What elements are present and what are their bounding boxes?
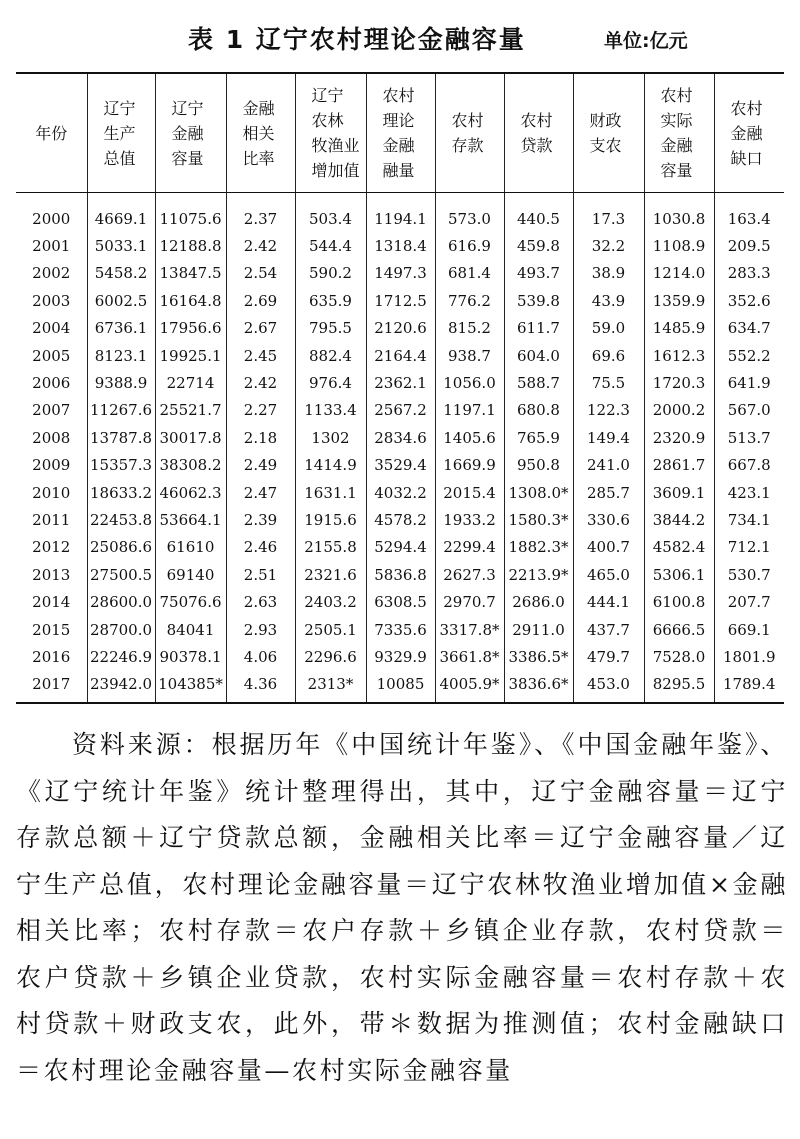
table-cell: 938.7 [435, 342, 504, 369]
table-cell: 3609.1 [644, 479, 714, 506]
table-cell: 2.37 [226, 193, 295, 233]
table-cell: 734.1 [714, 506, 784, 533]
table-cell: 2834.6 [366, 424, 435, 451]
table-row [16, 671, 784, 703]
table-cell: 6002.5 [87, 287, 155, 314]
column-header [226, 73, 295, 193]
table-cell: 400.7 [573, 534, 644, 561]
table-row [16, 616, 784, 643]
table-cell: 13847.5 [155, 260, 226, 287]
table-cell: 32.2 [573, 232, 644, 259]
table-cell: 3529.4 [366, 452, 435, 479]
table-cell: 465.0 [573, 561, 644, 588]
column-header-line: 理论 [382, 111, 415, 130]
table-cell: 4582.4 [644, 534, 714, 561]
table-cell: 3386.5* [504, 643, 573, 670]
table-cell: 2.46 [226, 534, 295, 561]
column-header-line: 实际 [660, 111, 693, 130]
column-header-line: 金融 [171, 123, 204, 143]
year-cell: 2013 [32, 565, 71, 584]
table-cell: 1882.3* [504, 534, 573, 561]
column-header-line: 辽宁 [103, 98, 136, 118]
table-cell: 513.7 [714, 424, 784, 451]
column-header-line: 辽宁 [311, 86, 344, 105]
year-cell: 2002 [32, 264, 71, 283]
table-cell: 2.69 [226, 287, 295, 314]
table-cell: 815.2 [435, 315, 504, 342]
table-cell: 588.7 [504, 369, 573, 396]
table-row [16, 287, 784, 314]
table-cell: 19925.1 [155, 342, 226, 369]
column-header [435, 73, 504, 193]
table-cell: 9388.9 [87, 369, 155, 396]
table-cell: 1712.5 [366, 287, 435, 314]
column-header-line: 农村 [520, 111, 553, 130]
table-cell: 2.18 [226, 424, 295, 451]
column-header-line: 农村 [382, 86, 415, 105]
year-cell: 2001 [32, 237, 71, 256]
table-cell: 616.9 [435, 232, 504, 259]
column-header-line: 相关 [242, 123, 275, 143]
column-header-line: 金融 [242, 98, 275, 118]
table-cell: 681.4 [435, 260, 504, 287]
table-cell: 882.4 [295, 342, 366, 369]
table-cell: 241.0 [573, 452, 644, 479]
column-header-line: 容量 [171, 148, 204, 168]
table-cell: 11075.6 [155, 193, 226, 233]
table-cell: 5306.1 [644, 561, 714, 588]
table-cell: 209.5 [714, 232, 784, 259]
table-cell: 667.8 [714, 452, 784, 479]
table-unit: 单位:亿元 [604, 30, 688, 52]
table-cell: 16164.8 [155, 287, 226, 314]
table-cell: 1485.9 [644, 315, 714, 342]
table-cell: 459.8 [504, 232, 573, 259]
table-cell: 13787.8 [87, 424, 155, 451]
table-cell: 4669.1 [87, 193, 155, 233]
table-cell: 38.9 [573, 260, 644, 287]
column-header [155, 73, 226, 193]
table-cell: 4032.2 [366, 479, 435, 506]
year-cell: 2014 [32, 593, 71, 612]
column-header-line: 财政 [589, 111, 622, 130]
table-cell: 4578.2 [366, 506, 435, 533]
table-body [16, 193, 784, 704]
table-cell: 2.39 [226, 506, 295, 533]
table-cell: 5458.2 [87, 260, 155, 287]
table-row [16, 342, 784, 369]
table-cell: 122.3 [573, 397, 644, 424]
table-cell: 22246.9 [87, 643, 155, 670]
table-cell: 12188.8 [155, 232, 226, 259]
table-cell: 1414.9 [295, 452, 366, 479]
table-cell: 61610 [155, 534, 226, 561]
table-cell: 712.1 [714, 534, 784, 561]
table-cell: 503.4 [295, 193, 366, 233]
column-header-line: 增加值 [311, 161, 360, 180]
table-cell: 530.7 [714, 561, 784, 588]
table-cell: 7528.0 [644, 643, 714, 670]
table-cell: 2164.4 [366, 342, 435, 369]
table-cell: 1933.2 [435, 506, 504, 533]
table-cell: 1720.3 [644, 369, 714, 396]
table-cell: 3661.8* [435, 643, 504, 670]
table-cell: 18633.2 [87, 479, 155, 506]
table-cell: 680.8 [504, 397, 573, 424]
table-cell: 1056.0 [435, 369, 504, 396]
table-cell: 6666.5 [644, 616, 714, 643]
table-cell: 17956.6 [155, 315, 226, 342]
table-cell: 1359.9 [644, 287, 714, 314]
table-cell: 8295.5 [644, 671, 714, 703]
table-cell: 1631.1 [295, 479, 366, 506]
column-header [573, 73, 644, 193]
table-cell: 1302 [295, 424, 366, 451]
year-cell: 2017 [16, 671, 87, 703]
table-cell: 9329.9 [366, 643, 435, 670]
table-cell: 1133.4 [295, 397, 366, 424]
table-cell: 3844.2 [644, 506, 714, 533]
table-cell: 1580.3* [504, 506, 573, 533]
table-cell: 4005.9* [435, 671, 504, 703]
table-row [16, 397, 784, 424]
table-row [16, 315, 784, 342]
table-cell: 7335.6 [366, 616, 435, 643]
table-cell: 2000.2 [644, 397, 714, 424]
table-cell: 69.6 [573, 342, 644, 369]
table-cell: 1497.3 [366, 260, 435, 287]
table-cell: 6736.1 [87, 315, 155, 342]
table-cell: 163.4 [714, 193, 784, 233]
table-cell: 104385* [155, 671, 226, 703]
table-cell: 27500.5 [87, 561, 155, 588]
column-header [16, 73, 87, 193]
column-header-line: 支农 [589, 136, 622, 155]
column-header-line: 生产 [103, 123, 136, 143]
table-cell: 28600.0 [87, 588, 155, 615]
table-cell: 1318.4 [366, 232, 435, 259]
table-cell: 669.1 [714, 616, 784, 643]
table-cell: 1108.9 [644, 232, 714, 259]
table-cell: 2403.2 [295, 588, 366, 615]
table-cell: 950.8 [504, 452, 573, 479]
source-note: 资料来源：根据历年《中国统计年鉴》、《中国金融年鉴》、《辽宁统计年鉴》统计整理得出，其中，辽宁金融容量＝辽宁存款总额＋辽宁贷款总额，金融相关比率＝辽宁金融容量／辽宁生产总值，农村理论金融容量＝辽宁农林牧渔业增加值×金融相关比率；农村存款＝农户存款＋乡镇企业存款，农村贷款＝农户贷款＋乡镇企业贷款，农村实际金融容量＝农村存款＋农村贷款＋财政支农，此外，带＊数据为推测值；农村金融缺口＝农村理论金融容量—农村实际金融容量 [16, 730, 788, 1085]
column-header [366, 73, 435, 193]
table-cell: 641.9 [714, 369, 784, 396]
table-cell: 2627.3 [435, 561, 504, 588]
column-header-line: 农村 [451, 111, 484, 130]
table-cell: 2313* [295, 671, 366, 703]
column-header [87, 73, 155, 193]
table-cell: 283.3 [714, 260, 784, 287]
table-cell: 1214.0 [644, 260, 714, 287]
table-cell: 765.9 [504, 424, 573, 451]
table-cell: 2213.9* [504, 561, 573, 588]
table-cell: 1405.6 [435, 424, 504, 451]
table-cell: 776.2 [435, 287, 504, 314]
table-cell: 2.27 [226, 397, 295, 424]
table-row [16, 561, 784, 588]
table-cell: 23942.0 [87, 671, 155, 703]
table-cell: 479.7 [573, 643, 644, 670]
table-cell: 795.5 [295, 315, 366, 342]
table-cell: 17.3 [573, 193, 644, 233]
financial-capacity-table [16, 72, 784, 704]
table-cell: 493.7 [504, 260, 573, 287]
table-cell: 611.7 [504, 315, 573, 342]
year-cell: 2009 [32, 456, 71, 475]
table-cell: 635.9 [295, 287, 366, 314]
year-cell: 2006 [32, 374, 71, 393]
column-header-line: 贷款 [520, 136, 553, 155]
table-cell: 444.1 [573, 588, 644, 615]
table-row [16, 452, 784, 479]
table-cell: 2.63 [226, 588, 295, 615]
year-cell: 2000 [32, 209, 71, 228]
table-cell: 1789.4 [714, 671, 784, 703]
table-header-row [16, 73, 784, 193]
table-cell: 2120.6 [366, 315, 435, 342]
table-cell: 22714 [155, 369, 226, 396]
table-row [16, 193, 784, 233]
column-header [714, 73, 784, 193]
column-header [295, 73, 366, 193]
table-cell: 573.0 [435, 193, 504, 233]
year-cell: 2005 [32, 346, 71, 365]
table-row [16, 424, 784, 451]
table-cell: 149.4 [573, 424, 644, 451]
table-cell: 544.4 [295, 232, 366, 259]
table-cell: 2015.4 [435, 479, 504, 506]
year-cell: 2016 [32, 647, 71, 666]
table-cell: 2362.1 [366, 369, 435, 396]
table-cell: 84041 [155, 616, 226, 643]
table-cell: 437.7 [573, 616, 644, 643]
table-cell: 10085 [366, 671, 435, 703]
year-cell: 2007 [32, 401, 71, 420]
table-cell: 75076.6 [155, 588, 226, 615]
table-cell: 90378.1 [155, 643, 226, 670]
table-cell: 604.0 [504, 342, 573, 369]
column-header-line: 总值 [103, 148, 136, 168]
table-cell: 423.1 [714, 479, 784, 506]
year-cell: 2012 [32, 538, 71, 557]
year-cell: 2011 [32, 510, 71, 529]
table-cell: 2686.0 [504, 588, 573, 615]
table-cell: 2321.6 [295, 561, 366, 588]
table-cell: 2.47 [226, 479, 295, 506]
table-cell: 1612.3 [644, 342, 714, 369]
table-cell: 1801.9 [714, 643, 784, 670]
table-cell: 2299.4 [435, 534, 504, 561]
table-cell: 330.6 [573, 506, 644, 533]
table-cell: 2320.9 [644, 424, 714, 451]
table-cell: 1669.9 [435, 452, 504, 479]
table-cell: 8123.1 [87, 342, 155, 369]
table-cell: 1308.0* [504, 479, 573, 506]
column-header [644, 73, 714, 193]
table-cell: 207.7 [714, 588, 784, 615]
table-row [16, 534, 784, 561]
table-cell: 2.42 [226, 369, 295, 396]
table-cell: 4.36 [226, 671, 295, 703]
column-header [504, 73, 573, 193]
table-row [16, 232, 784, 259]
year-cell: 2015 [32, 620, 71, 639]
table-cell: 5836.8 [366, 561, 435, 588]
column-header-line: 金融 [730, 123, 763, 143]
table-cell: 46062.3 [155, 479, 226, 506]
table-cell: 15357.3 [87, 452, 155, 479]
column-header-line: 农林 [311, 111, 344, 130]
table-cell: 30017.8 [155, 424, 226, 451]
column-header-line: 农村 [730, 98, 763, 118]
table-cell: 5033.1 [87, 232, 155, 259]
table-cell: 59.0 [573, 315, 644, 342]
table-cell: 38308.2 [155, 452, 226, 479]
year-cell: 2008 [32, 428, 71, 447]
column-header-line: 融量 [382, 161, 415, 180]
table-cell: 2911.0 [504, 616, 573, 643]
column-header-line: 牧渔业 [311, 136, 360, 155]
table-cell: 2155.8 [295, 534, 366, 561]
column-header-line: 容量 [660, 161, 693, 180]
table-row [16, 506, 784, 533]
table-cell: 1030.8 [644, 193, 714, 233]
table-cell: 2861.7 [644, 452, 714, 479]
table-cell: 453.0 [573, 671, 644, 703]
table-cell: 1197.1 [435, 397, 504, 424]
table-cell: 2567.2 [366, 397, 435, 424]
table-row [16, 260, 784, 287]
table-cell: 1194.1 [366, 193, 435, 233]
column-header-line: 缺口 [730, 148, 763, 168]
table-cell: 1915.6 [295, 506, 366, 533]
column-header-line: 金融 [382, 136, 415, 155]
table-cell: 976.4 [295, 369, 366, 396]
table-caption-row [0, 20, 800, 60]
year-cell: 2010 [32, 483, 71, 502]
table-cell: 4.06 [226, 643, 295, 670]
table-row [16, 479, 784, 506]
column-header-line: 比率 [242, 148, 275, 168]
year-cell: 2003 [32, 291, 71, 310]
table-cell: 2.93 [226, 616, 295, 643]
column-header-line: 农村 [660, 86, 693, 105]
table-cell: 2296.6 [295, 643, 366, 670]
column-header-line: 年份 [35, 123, 68, 143]
table-cell: 539.8 [504, 287, 573, 314]
table-cell: 567.0 [714, 397, 784, 424]
table-row [16, 369, 784, 396]
table-cell: 2.42 [226, 232, 295, 259]
table-cell: 6308.5 [366, 588, 435, 615]
table-cell: 75.5 [573, 369, 644, 396]
column-header-line: 存款 [451, 136, 484, 155]
table-cell: 25521.7 [155, 397, 226, 424]
table-cell: 43.9 [573, 287, 644, 314]
table-cell: 2970.7 [435, 588, 504, 615]
table-cell: 634.7 [714, 315, 784, 342]
table-title: 表 1 辽宁农村理论金融容量 [188, 25, 526, 54]
table-cell: 2.67 [226, 315, 295, 342]
column-header-line: 金融 [660, 136, 693, 155]
table-cell: 11267.6 [87, 397, 155, 424]
table-cell: 3836.6* [504, 671, 573, 703]
table-row [16, 588, 784, 615]
table-cell: 28700.0 [87, 616, 155, 643]
table-cell: 6100.8 [644, 588, 714, 615]
table-cell: 552.2 [714, 342, 784, 369]
table-cell: 590.2 [295, 260, 366, 287]
table-cell: 352.6 [714, 287, 784, 314]
year-cell: 2004 [32, 319, 71, 338]
table-cell: 25086.6 [87, 534, 155, 561]
table-cell: 69140 [155, 561, 226, 588]
table-cell: 285.7 [573, 479, 644, 506]
table-cell: 2.54 [226, 260, 295, 287]
table-cell: 440.5 [504, 193, 573, 233]
table-row [16, 643, 784, 670]
table-cell: 22453.8 [87, 506, 155, 533]
table-cell: 2.51 [226, 561, 295, 588]
table-cell: 2.49 [226, 452, 295, 479]
table-cell: 2505.1 [295, 616, 366, 643]
table-cell: 5294.4 [366, 534, 435, 561]
table-cell: 2.45 [226, 342, 295, 369]
column-header-line: 辽宁 [171, 98, 204, 118]
table-cell: 53664.1 [155, 506, 226, 533]
table-cell: 3317.8* [435, 616, 504, 643]
